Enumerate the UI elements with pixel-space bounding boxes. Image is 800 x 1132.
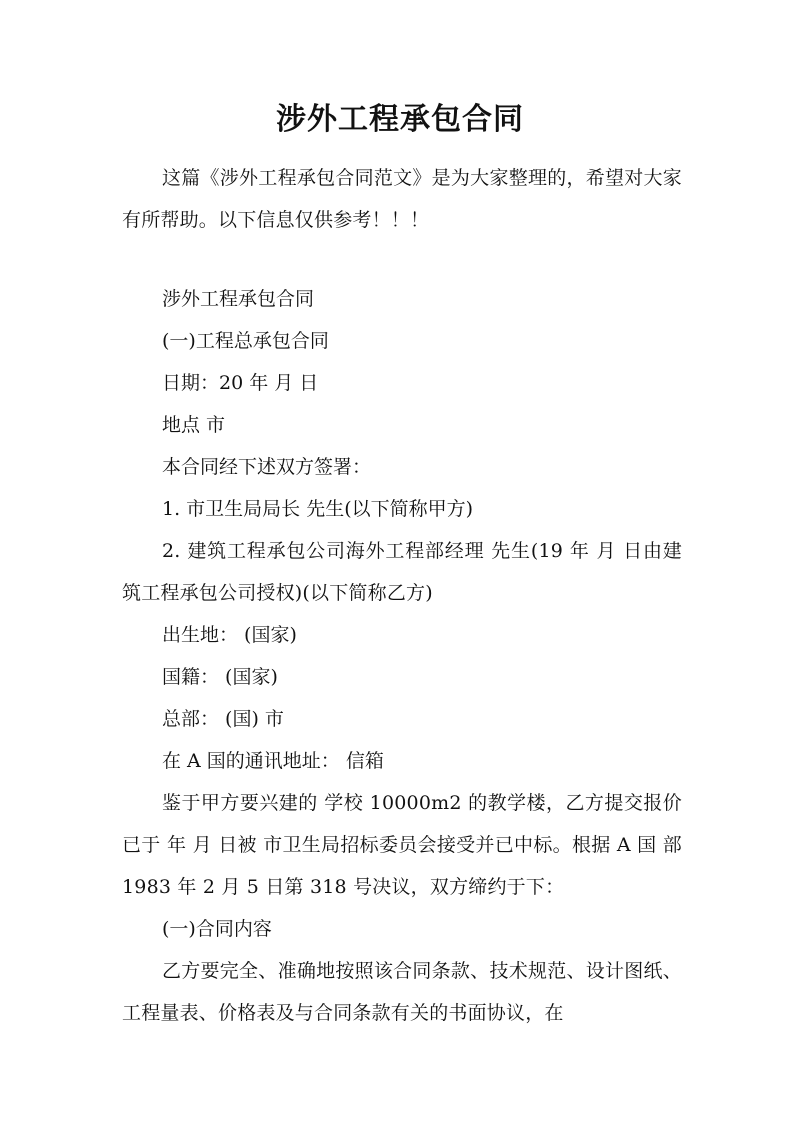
section-heading-contract-contents: (一)合同内容 <box>162 918 272 940</box>
nationality-line: 国籍： (国家) <box>162 666 278 688</box>
document-title: 涉外工程承包合同 <box>276 102 524 137</box>
birthplace-line: 出生地： (国家) <box>162 624 297 646</box>
party-b-paragraph: 2. 建筑工程承包公司海外工程部经理 先生(19 年 月 日由建筑工程承包公司授权)(以下简称乙方) <box>122 540 682 604</box>
date-line: 日期：20 年 月 日 <box>162 372 319 394</box>
headquarters-line: 总部： (国) 市 <box>162 708 284 730</box>
intro-paragraph: 这篇《涉外工程承包合同范文》是为大家整理的，希望对大家有所帮助。以下信息仅供参考！！！ <box>122 167 682 231</box>
section-heading-general-contract: (一)工程总承包合同 <box>162 330 329 352</box>
contract-subtitle: 涉外工程承包合同 <box>162 288 315 310</box>
place-line: 地点 市 <box>162 414 226 436</box>
signing-statement: 本合同经下述双方签署： <box>162 456 372 478</box>
mailing-address-line: 在 A 国的通讯地址： 信箱 <box>162 750 384 772</box>
contract-contents-paragraph: 乙方要完全、准确地按照该合同条款、技术规范、设计图纸、工程量表、价格表及与合同条款有关的书面协议，在 <box>122 960 682 1024</box>
recital-paragraph: 鉴于甲方要兴建的 学校 10000m2 的教学楼，乙方提交报价已于 年 月 日被 市卫生局招标委员会接受并已中标。根据 A 国 部 1983 年 2 月 5 日第 318 号决议，双方缔约于下： <box>122 792 682 898</box>
party-a-line: 1. 市卫生局局长 先生(以下简称甲方) <box>162 498 474 520</box>
